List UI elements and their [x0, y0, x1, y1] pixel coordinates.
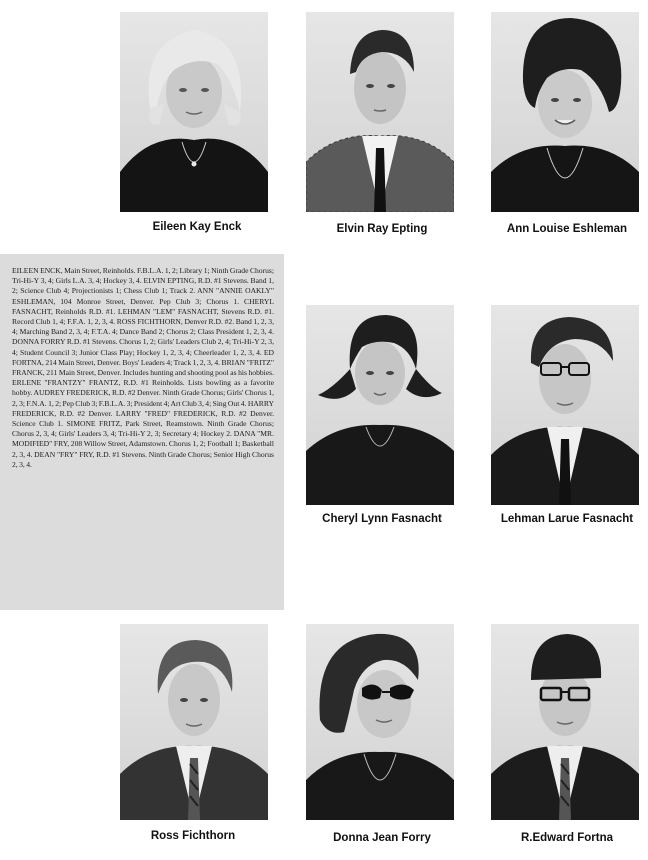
portrait-photo-elvin-epting: [306, 12, 454, 212]
portrait-photo-edward-fortna: [491, 624, 639, 820]
student-name-caption: Cheryl Lynn Fasnacht: [322, 513, 442, 525]
student-name-caption: Elvin Ray Epting: [336, 223, 428, 235]
student-name-caption: Ann Louise Eshleman: [506, 223, 628, 235]
student-name-caption: Lehman Larue Fasnacht: [500, 513, 634, 525]
portrait-photo-eileen-enck: [120, 12, 268, 212]
student-name-caption: R.Edward Fortna: [520, 832, 613, 844]
senior-activities-text-block: [0, 254, 284, 610]
student-name-caption: Donna Jean Forry: [333, 832, 431, 844]
student-name-caption: Ross Fichthorn: [150, 830, 236, 842]
portrait-photo-lehman-fasnacht: [491, 305, 639, 505]
portrait-photo-cheryl-fasnacht: [306, 305, 454, 505]
portrait-photo-ann-eshleman: [491, 12, 639, 212]
student-name-caption: Eileen Kay Enck: [152, 221, 242, 233]
senior-activities-text: EILEEN ENCK, Main Street, Reinholds. F.B.L.A. 1, 2; Library 1; Ninth Grade Chorus; Tri-Hi-Y 3, 4; Girls L.A. 3, 4; Hockey 3, 4. ELVIN EPTING, R.D. #1 Stevens. Band 1, 2; Science Club 4; Projectionists 1; Chess Club 1; Track 2. ANN "ANNIE OAKLY" ESHLEMAN, 104 Monroe Street, Denver. Pep Club 3; Chorus 1. CHERYL FASNACHT, Reinholds R.D. #1. LEHMAN "LEM" FASNACHT, Stevens R.D. #1. Record Club 1, 4; F.F.A. 1, 2, 3, 4. ROSS FICHTHORN, Denver R.D. #2. Band 1, 2, 3, 4; Marching Band 2, 3, 4; F.T.A. 4; Dance Band 2; Chorus 2; Class President 1, 2, 3, 4. DONNA FORRY R.D. #1 Stevens. Chorus 1, 2; Girls' Leaders Club 2, 4; Tri-Hi-Y 2, 3, 4; Student Council 3; Junior Class Play; Hockey 1, 2, 3, 4; Cheerleader 1, 2, 3, 4. ED FORTNA, 214 Main Street, Denver. Boys' Leaders 4; Track 1, 2, 3, 4. BRIAN "FRITZ" FRANCK, 211 Main Street, Denver. Includes hunting and shooting pool as his hobbies. ERLENE "FRANTZY" FRANTZ, R.D. #1 Reinholds. Lists bowling as a favorite hobby. AUDREY FREDERICK, R.D. #2 Denver. Ninth Grade Chorus; Girls' Chorus 1, 2, 3; F.N.A. 1, 2; Pep Club 3; F.B.L.A. 3; President 4; Art Club 3, 4; Sing Out 4. HARRY FREDERICK, R.D. #2 Denver. LARRY "FRED" FREDERICK, R.D. #2 Denver. Science Club 1. SIMONE FRITZ, Park Street, Reamstown. Ninth Grade Chorus; Chorus 2, 3, 4; Girls' Leaders 3, 4; Tri-Hi-Y 2, 3; Secretary 4; Hockey 2. DANA "MR. MODIFIED" FRY, 208 Willow Street, Adamstown. Chorus 1, 2; Football 1; Basketball 2, 3, 4. DEAN "FRY" FRY, R.D. #1 Stevens. Ninth Grade Chorus; Senior High Chorus 2, 3, 4.: [12, 266, 274, 469]
portrait-photo-ross-fichthorn: [120, 624, 268, 820]
portrait-photo-donna-forry: [306, 624, 454, 820]
